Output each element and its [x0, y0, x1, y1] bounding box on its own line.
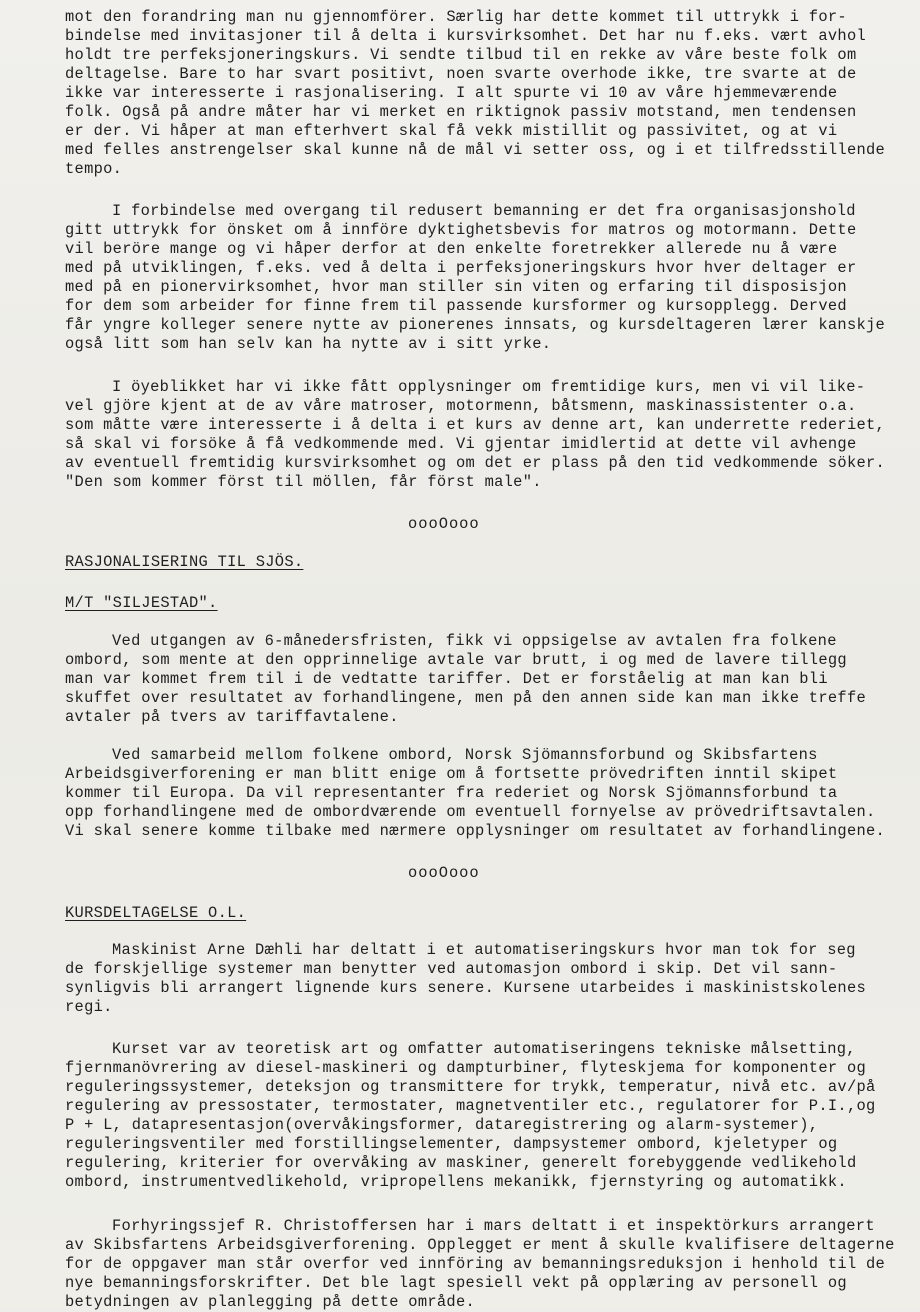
paragraph-5-line-5: Vi skal senere komme tilbake med nærmere opplysninger om resultatet av forhandlingene. — [65, 822, 886, 840]
paragraph-7-line-8: ombord, instrumentvedlikehold, vripropellens mekanikk, fjernstyring og automatikk. — [65, 1173, 847, 1191]
paragraph-3-line-3: som måtte være interesserte i å delta i et kurs av denne art, kan underrette rederiet, — [65, 416, 886, 434]
paragraph-8-line-3: for de oppgaver man står overfor ved innföring av bemanningsreduksjon i henhold til de — [65, 1255, 886, 1273]
paragraph-2-line-4: med på utviklingen, f.eks. ved å delta i perfeksjoneringskurs hvor hver deltager er — [65, 259, 857, 277]
paragraph-5-line-3: kommer til Europa. Da vil representanter fra rederiet og Norsk Sjömannsforbund ta — [65, 784, 838, 802]
paragraph-6-line-4: regi. — [65, 998, 113, 1016]
paragraph-8-line-4: nye bemanningsforskrifter. Det ble lagt spesiell vekt på opplæring av personell og — [65, 1274, 847, 1292]
paragraph-5-line-1: Ved samarbeid mellom folkene ombord, Norsk Sjömannsforbund og Skibsfartens — [112, 746, 818, 764]
section-divider-1: oooOooo — [408, 515, 480, 533]
paragraph-1-line-7: er der. Vi håper at man efterhvert skal få vekk mistillit og passivitet, og at vi — [65, 122, 838, 140]
paragraph-2-line-5: med på en pionervirksomhet, hvor man stiller sin viten og erfaring til disposisjon — [65, 278, 847, 296]
paragraph-2-line-6: for dem som arbeider for finne frem til passende kursformer og kursopplegg. Derved — [65, 297, 847, 315]
paragraph-8-line-1: Forhyringssjef R. Christoffersen har i mars deltatt i et inspektörkurs arrangert — [112, 1217, 875, 1235]
paragraph-2-line-7: får yngre kolleger senere nytte av pionerenes innsats, og kursdeltageren lærer kanskje — [65, 316, 886, 334]
paragraph-1-line-4: deltagelse. Bare to har svart positivt, noen svarte overhode ikke, tre svarte at de — [65, 65, 857, 83]
paragraph-1-line-2: bindelse med invitasjoner til å delta i kursvirksomhet. Det har nu f.eks. vært avhol — [65, 27, 867, 45]
paragraph-2-line-2: gitt uttrykk for önsket om å innföre dyktighetsbevis for matros og motormann. Dette — [65, 221, 857, 239]
paragraph-6-line-1: Maskinist Arne Dæhli har deltatt i et automatiseringskurs hvor man tok for seg — [112, 941, 856, 959]
heading-ship-siljestad: M/T "SILJESTAD". — [65, 594, 218, 612]
paragraph-4-line-5: avtaler på tvers av tariffavtalene. — [65, 708, 399, 726]
paragraph-4-line-2: ombord, som mente at den opprinnelige avtale var brutt, i og med de lavere tillegg — [65, 651, 847, 669]
paragraph-2-line-3: vil beröre mange og vi håper derfor at den enkelte foretrekker allerede nu å være — [65, 240, 838, 258]
paragraph-3-line-1: I öyeblikket har vi ikke fått opplysninger om fremtidige kurs, men vi vil like- — [112, 378, 866, 396]
paragraph-4-line-4: skuffet over resultatet av forhandlingene, men på den annen side kan man ikke treffe — [65, 689, 867, 707]
paragraph-3-line-6: "Den som kommer först til möllen, får först male". — [65, 473, 542, 491]
paragraph-7-line-3: reguleringssystemer, deteksjon og transmittere for trykk, temperatur, nivå etc. av/på — [65, 1078, 876, 1096]
paragraph-7-line-6: reguleringsventiler med forstillingselementer, dampsystemer ombord, kjeletyper og — [65, 1135, 838, 1153]
paragraph-1-line-1: mot den forandring man nu gjennomförer. Særlig har dette kommet til uttrykk i for- — [65, 8, 847, 26]
paragraph-7-line-5: P + L, datapresentasjon(overvåkingsformer, dataregistrering og alarm-systemer), — [65, 1116, 819, 1134]
paragraph-1-line-9: tempo. — [65, 160, 123, 178]
paragraph-4-line-1: Ved utgangen av 6-månedersfristen, fikk vi oppsigelse av avtalen fra folkene — [112, 632, 837, 650]
paragraph-5-line-4: opp forhandlingene med de ombordværende om eventuell fornyelse av prövedriftsavtalen. — [65, 803, 876, 821]
paragraph-8-line-5: betydningen av planlegging på dette område. — [65, 1293, 476, 1311]
paragraph-6-line-2: de forskjellige systemer man benytter ved automasjon ombord i skip. Det vil sann- — [65, 960, 838, 978]
heading-rasjonalisering: RASJONALISERING TIL SJÖS. — [65, 553, 304, 571]
paragraph-5-line-2: Arbeidsgiverforening er man blitt enige om å fortsette prövedriften inntil skipet — [65, 765, 838, 783]
paragraph-3-line-5: av eventuell fremtidig kursvirksomhet og om det er plass på den tid vedkommende söker. — [65, 454, 886, 472]
paragraph-7-line-7: regulering, kriterier for overvåking av maskiner, generelt forebyggende vedlikehold — [65, 1154, 857, 1172]
paragraph-8-line-2: av Skibsfartens Arbeidsgiverforening. Opplegget er ment å skulle kvalifisere deltagerne — [65, 1236, 895, 1254]
paragraph-1-line-6: folk. Også på andre måter har vi merket en riktignok passiv motstand, men tendensen — [65, 103, 857, 121]
paragraph-7-line-4: regulering av pressostater, termostater, magnetventiler etc., regulatorer for P.I.,og — [65, 1097, 876, 1115]
heading-kursdeltagelse: KURSDELTAGELSE O.L. — [65, 904, 247, 922]
paragraph-7-line-1: Kurset var av teoretisk art og omfatter automatiseringens tekniske målsetting, — [112, 1040, 856, 1058]
paragraph-4-line-3: man var kommet frem til i de vedtatte tariffer. Det er forståelig at man kan bli — [65, 670, 828, 688]
paragraph-1-line-8: med felles anstrengelser skal kunne nå de mål vi setter oss, og i et tilfredsstillende — [65, 141, 886, 159]
section-divider-2: oooOooo — [408, 864, 480, 882]
paragraph-1-line-5: ikke var interesserte i rasjonalisering. I alt spurte vi 10 av våre hjemmeværende — [65, 84, 838, 102]
paragraph-3-line-4: så skal vi forsöke å få vedkommende med. Vi gjentar imidlertid at dette vil avhenge — [65, 435, 857, 453]
paragraph-6-line-3: synligvis bli arrangert lignende kurs senere. Kursene utarbeides i maskinistskolenes — [65, 979, 867, 997]
paragraph-7-line-2: fjernmanövrering av diesel-maskineri og dampturbiner, flyteskjema for komponenter og — [65, 1059, 867, 1077]
paragraph-3-line-2: vel gjöre kjent at de av våre matroser, motormenn, båtsmenn, maskinassistenter o.a. — [65, 397, 857, 415]
paragraph-2-line-8: også litt som han selv kan ha nytte av i sitt yrke. — [65, 335, 552, 353]
paragraph-1-line-3: holdt tre perfeksjoneringskurs. Vi sendte tilbud til en rekke av våre beste folk om — [65, 46, 857, 64]
paragraph-2-line-1: I forbindelse med overgang til redusert bemanning er det fra organisasjonshold — [112, 202, 856, 220]
